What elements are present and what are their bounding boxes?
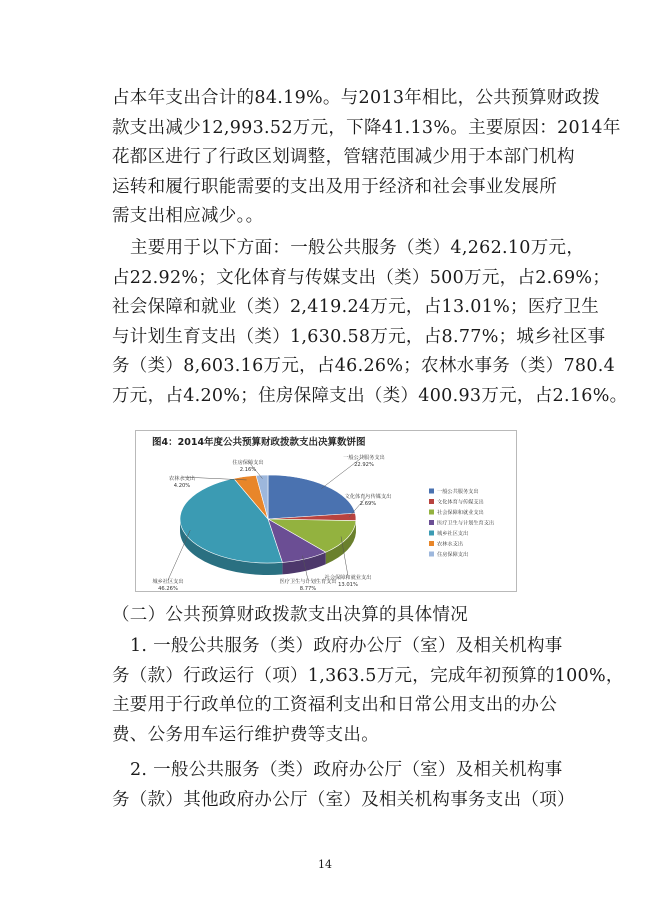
text-line: 需支出相应减少。。: [112, 206, 264, 226]
page-number: 14: [318, 858, 332, 871]
text-line: 花都区进行了行政区划调整，管辖范围减少用于本部门机构: [112, 147, 575, 167]
slice-value-label: 46.26%: [158, 586, 178, 591]
legend-swatch: [429, 510, 434, 515]
legend-swatch: [429, 552, 434, 557]
paragraph-expenditure-summary: [112, 84, 621, 232]
paragraph-main-uses: [112, 234, 628, 411]
slice-value-label: 2.69%: [359, 501, 377, 507]
slice-label: 一般公共服务支出: [343, 455, 385, 461]
slice-value-label: 13.01%: [338, 582, 358, 588]
text-line: 万元，占4.20%；住房保障支出（类）400.93万元，占2.16%。: [112, 385, 628, 406]
chart-title: 图4：2014年度公共预算财政拨款支出决算数饼图: [152, 437, 366, 448]
text-line: 占22.92%；文化体育与传媒支出（类）500万元，占2.69%；: [112, 267, 611, 288]
text-line: 与计划生育支出（类）1,630.58万元，占8.77%；城乡社区事: [112, 326, 606, 347]
text-line: 主要用于行政单位的工资福利支出和日常公用支出的办公: [112, 695, 557, 715]
legend-label: 一般公共服务支出: [437, 489, 479, 495]
text-line: 运转和履行职能需要的支出及用于经济和社会事业发展所: [112, 176, 557, 197]
legend-swatch: [429, 520, 434, 525]
paragraph-item-1: [112, 632, 624, 750]
legend-swatch: [429, 531, 434, 536]
slice-label: 医疗卫生与计划生育支出: [279, 579, 337, 585]
legend-label: 文化体育与传媒支出: [437, 499, 484, 506]
text-line: 务（款）其他政府办公厅（室）及相关机构事务支出（项）: [112, 789, 575, 810]
slice-value-label: 2.16%: [239, 467, 257, 473]
slice-label: 社会保障和就业支出: [324, 575, 372, 581]
pie-chart-figure: [135, 430, 517, 592]
text-line: 主要用于以下方面：一般公共服务（类）4,262.10万元，: [130, 238, 585, 258]
section-heading-text: （二）公共预算财政拨款支出决算的具体情况: [112, 605, 468, 625]
slice-label: 文化体育与传媒支出: [344, 494, 392, 500]
text-line: 1. 一般公共服务（类）政府办公厅（室）及相关机构事: [130, 636, 563, 656]
text-line: 务（类）8,603.16万元，占46.26%；农林水事务（类）780.4: [112, 356, 616, 376]
legend-swatch: [429, 499, 434, 504]
legend-label: 医疗卫生与计划生育支出: [437, 520, 495, 527]
text-line: 款支出减少12,993.52万元，下降41.13%。主要原因：2014年: [112, 117, 621, 138]
text-line: 费、公务用车运行维护费等支出。: [112, 724, 379, 745]
pie-slice: [268, 475, 355, 519]
slice-label: 住房保障支出: [232, 460, 264, 466]
paragraph-item-2: [112, 756, 575, 815]
slice-value-label: 8.77%: [299, 586, 317, 591]
slice-label: 城乡社区支出: [152, 579, 184, 585]
text-line: 2. 一般公共服务（类）政府办公厅（室）及相关机构事: [130, 760, 563, 780]
pie-chart: [136, 431, 516, 591]
text-line: 社会保障和就业（类）2,419.24万元，占13.01%；医疗卫生: [112, 297, 600, 317]
text-line: 占本年支出合计的84.19%。与2013年相比，公共预算财政拨: [112, 88, 601, 108]
slice-value-label: 22.92%: [354, 462, 374, 468]
slice-value-label: 4.20%: [173, 483, 191, 489]
leader-line: [168, 530, 190, 580]
slice-label: 农林水支出: [169, 476, 195, 482]
legend-label: 社会保障和就业支出: [437, 510, 484, 516]
section-heading: [112, 601, 552, 631]
legend-label: 农林水支出: [437, 541, 463, 548]
legend-label: 住房保障支出: [437, 552, 469, 558]
legend-label: 城乡社区支出: [437, 531, 469, 537]
text-line: 务（款）行政运行（项）1,363.5万元，完成年初预算的100%，: [112, 665, 624, 686]
legend-swatch: [429, 541, 434, 546]
legend-swatch: [429, 489, 434, 494]
